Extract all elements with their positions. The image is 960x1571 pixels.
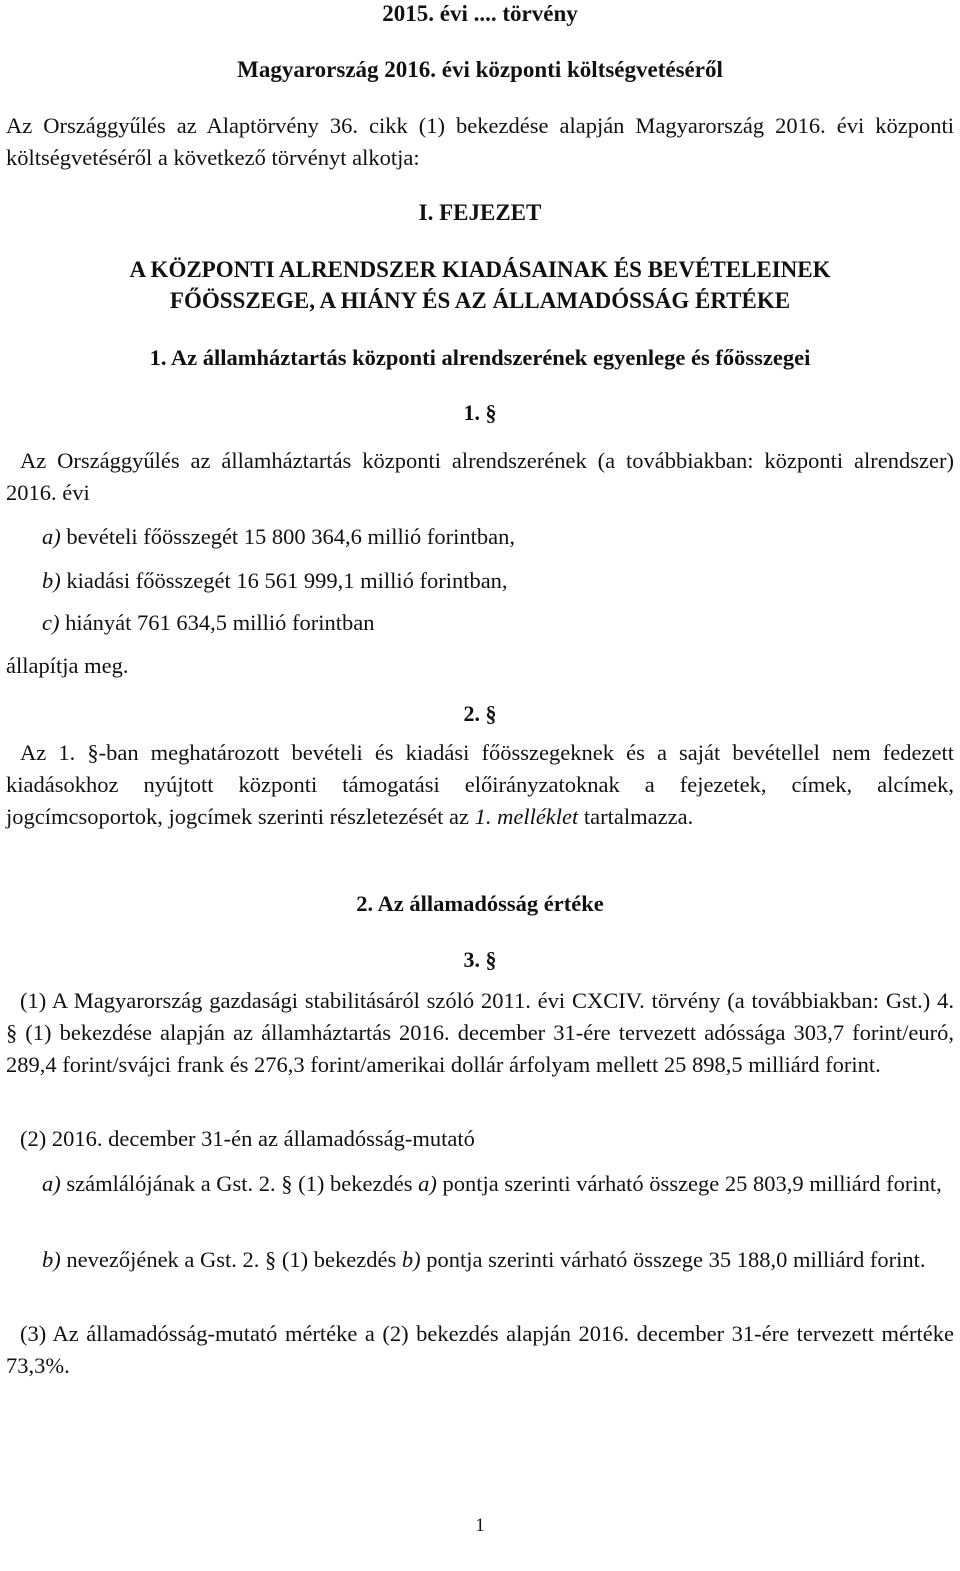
- section-3-para-2: (2) 2016. december 31-én az államadósság-mutató: [20, 1126, 475, 1151]
- section-1-intro: Az Országgyűlés az államháztartás központi alrendszerének (a továbbiakban: központi alrendszer) 2016. évi: [6, 448, 954, 505]
- chapter-title-line2: FŐÖSSZEGE, A HIÁNY ÉS AZ ÁLLAMADÓSSÁG ÉRTÉKE: [169, 288, 791, 313]
- section-2-text: [6, 737, 954, 833]
- section-2-mark: 2. §: [463, 701, 497, 726]
- item-3a-label: a): [42, 1171, 61, 1196]
- section-3-item-a: [6, 1168, 954, 1200]
- subtitle-2: 2. Az államadósság értéke: [356, 891, 604, 916]
- section-3-item-b: [6, 1244, 954, 1276]
- item-3b-label: b): [42, 1247, 61, 1272]
- item-3b-text1: nevezőjének a Gst. 2. § (1) bekezdés: [66, 1247, 397, 1272]
- chapter-title-line1: A KÖZPONTI ALRENDSZER KIADÁSAINAK ÉS BEVÉTELEINEK: [129, 257, 831, 282]
- section-1-item-b: [6, 565, 960, 597]
- item-3b-ref: b): [401, 1247, 421, 1272]
- section-1-item-a: [6, 521, 960, 553]
- page-number: 1: [475, 1515, 485, 1536]
- item-b-text: kiadási főösszegét 16 561 999,1 millió forintban,: [66, 568, 508, 593]
- item-c-label: c): [42, 610, 60, 635]
- section-1-item-c: [6, 607, 960, 639]
- item-c-text: hiányát 761 634,5 millió forintban: [65, 610, 375, 635]
- section-2-text-before: Az 1. §-ban meghatározott bevételi és kiadási főösszegeknek és a saját bevétellel nem fedezett kiadásokhoz nyújtott központi támogatási előirányzatoknak a fejezetek, címek, alcímek, jogcímcsoportok, jogcímek szerinti részletezését az: [6, 740, 954, 829]
- item-3a-text2: pontja szerinti várható összege 25 803,9 milliárd forint,: [442, 1171, 942, 1196]
- annex-reference: 1. melléklet: [474, 804, 579, 829]
- chapter-number: I. FEJEZET: [418, 200, 542, 225]
- section-1-closing: állapítja meg.: [6, 653, 129, 678]
- law-number: 2015. évi .... törvény: [382, 1, 578, 26]
- section-2-text-after: tartalmazza.: [583, 804, 694, 829]
- subtitle-1: 1. Az államháztartás központi alrendszerének egyenlege és főösszegei: [149, 345, 811, 370]
- section-3-mark: 3. §: [463, 947, 497, 972]
- item-3a-text1: számlálójának a Gst. 2. § (1) bekezdés: [66, 1171, 413, 1196]
- item-3a-ref: a): [418, 1171, 437, 1196]
- item-3b-text2: pontja szerinti várható összege 35 188,0 milliárd forint.: [426, 1247, 926, 1272]
- item-b-label: b): [42, 568, 61, 593]
- section-3-para-3: (3) Az államadósság-mutató mértéke a (2) bekezdés alapján 2016. december 31-ére tervezett mértéke 73,3%.: [6, 1321, 954, 1378]
- preamble: Az Országgyűlés az Alaptörvény 36. cikk (1) bekezdése alapján Magyarország 2016. évi központi költségvetéséről a következő törvényt alkotja:: [6, 113, 954, 170]
- section-3-para-1: (1) A Magyarország gazdasági stabilitásáról szóló 2011. évi CXCIV. törvény (a továbbiakban: Gst.) 4. § (1) bekezdése alapján az államháztartás 2016. december 31-ére tervezett adóssága 303,7 forint/euró, 289,4 forint/svájci frank és 276,3 forint/amerikai dollár árfolyam mellett 25 898,5 milliárd forint.: [6, 988, 954, 1077]
- item-a-text: bevételi főösszegét 15 800 364,6 millió forintban,: [66, 524, 516, 549]
- item-a-label: a): [42, 524, 61, 549]
- section-1-mark: 1. §: [463, 400, 497, 425]
- law-title: Magyarország 2016. évi központi költségvetéséről: [237, 57, 723, 82]
